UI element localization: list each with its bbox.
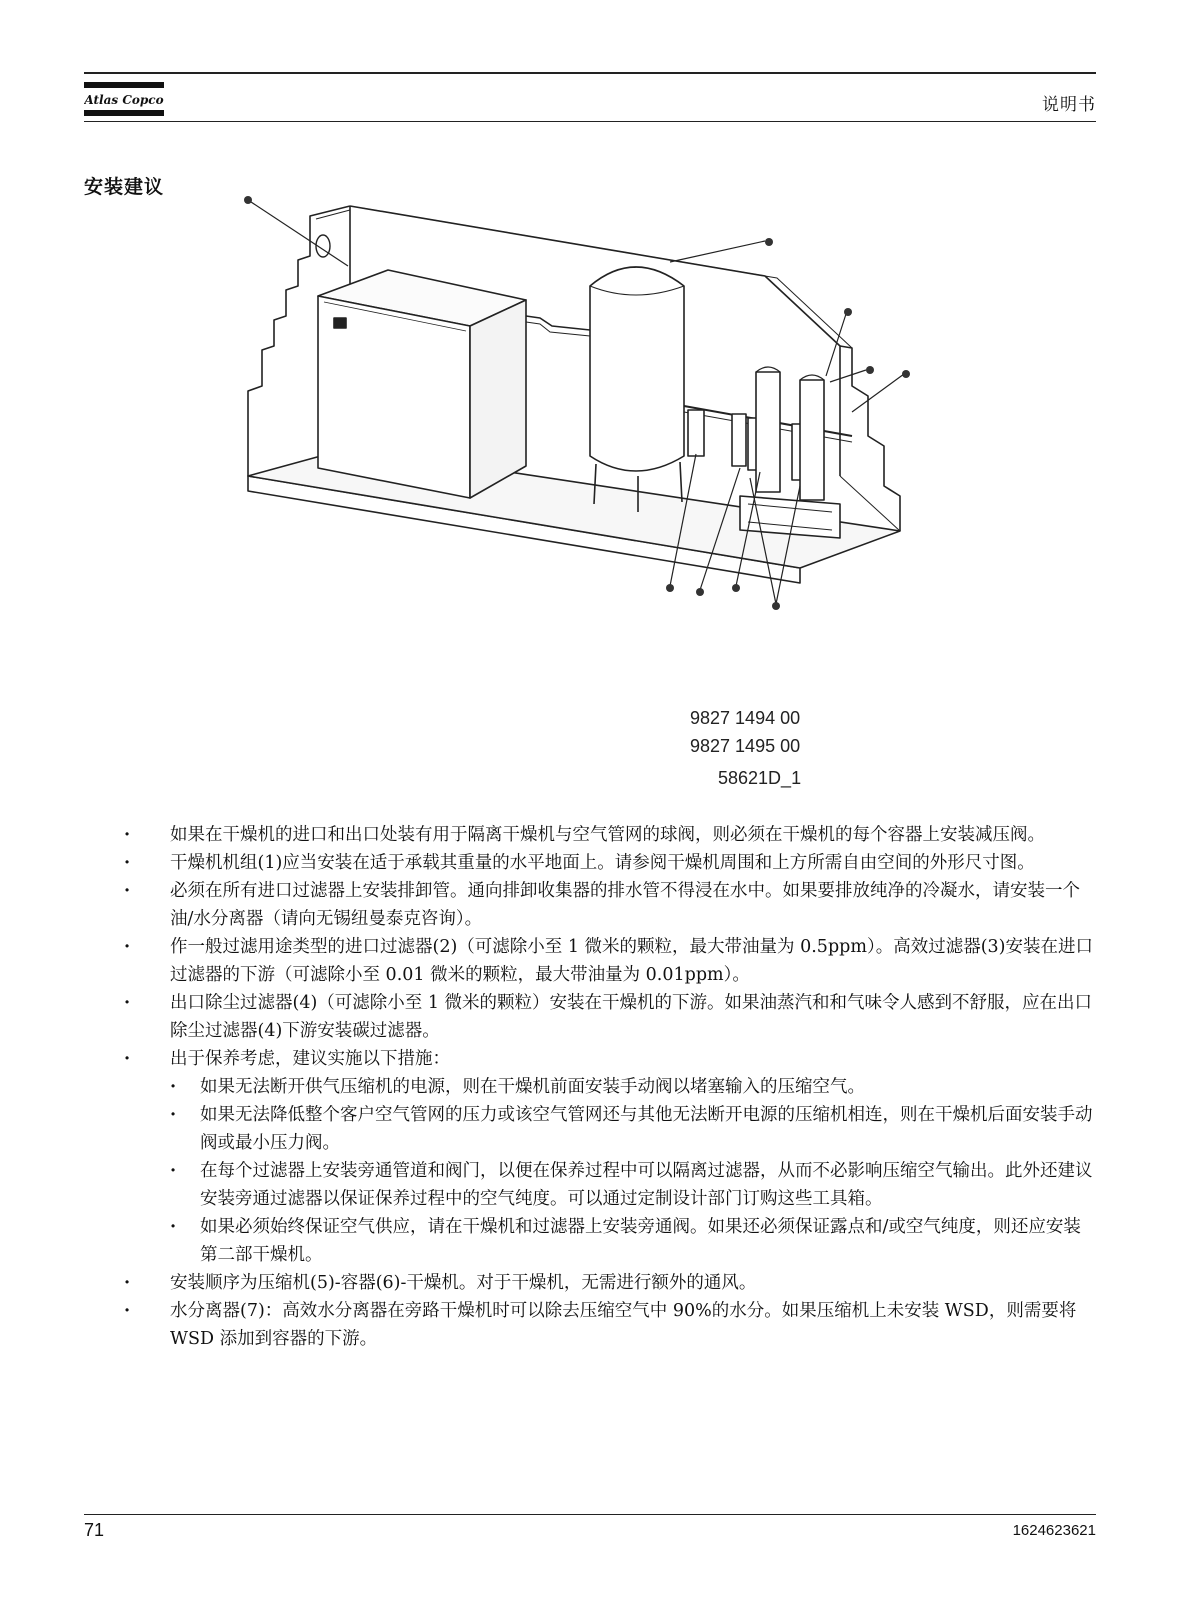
figure-ref-3: 58621D_1 — [718, 768, 802, 788]
sub-list-item: · 如果无法断开供气压缩机的电源，则在干燥机前面安装手动阀以堵塞输入的压缩空气。 — [124, 1073, 1096, 1101]
list-item: · 水分离器(7)：高效水分离器在旁路干燥机时可以除去压缩空气中 90%的水分。如果压缩机上未安装 WSD，则需要将 WSD 添加到容器的下游。 — [124, 1297, 1096, 1353]
installation-diagram — [240, 186, 930, 626]
list-item: · 如果在干燥机的进口和出口处装有用于隔离干燥机与空气管网的球阀，则必须在干燥机的每个容器上安装减压阀。 — [124, 821, 1096, 849]
figure-ref-1: 9827 1494 00 — [690, 708, 801, 728]
page-number: 71 — [84, 1520, 105, 1540]
logo-text: Atlas Copco — [84, 93, 164, 107]
list-item: · 干燥机机组(1)应当安装在适于承载其重量的水平地面上。请参阅干燥机周围和上方所需自由空间的外形尺寸图。 — [124, 849, 1096, 877]
installation-recommendations-list — [124, 821, 1096, 1353]
figure-ref-2: 9827 1495 00 — [690, 736, 801, 756]
header-top-rule — [84, 72, 1096, 74]
list-item: · 出口除尘过滤器(4)（可滤除小至 1 微米的颗粒）安装在干燥机的下游。如果油蒸汽和和气味令人感到不舒服，应在出口除尘过滤器(4)下游安装碳过滤器。 — [124, 989, 1096, 1045]
document-number: 1624623621 — [1012, 1522, 1096, 1539]
sub-list-item: · 在每个过滤器上安装旁通管道和阀门，以便在保养过程中可以隔离过滤器，从而不必影响压缩空气输出。此外还建议安装旁通过滤器以保证保养过程中的空气纯度。可以通过定制设计部门订购这些工具箱。 — [124, 1157, 1096, 1213]
sub-list-item: · 如果必须始终保证空气供应，请在干燥机和过滤器上安装旁通阀。如果还必须保证露点和/或空气纯度，则还应安装第二部干燥机。 — [124, 1213, 1096, 1269]
header-bottom-rule — [84, 121, 1096, 122]
sub-list-item: · 如果无法降低整个客户空气管网的压力或该空气管网还与其他无法断开电源的压缩机相连，则在干燥机后面安装手动阀或最小压力阀。 — [124, 1101, 1096, 1157]
list-item: · 出于保养考虑，建议实施以下措施： — [124, 1045, 1096, 1073]
list-item: · 作一般过滤用途类型的进口过滤器(2)（可滤除小至 1 微米的颗粒，最大带油量为 0.5ppm）。高效过滤器(3)安装在进口过滤器的下游（可滤除小至 0.01 微米的颗粒，最大带油量为 0.01ppm）。 — [124, 933, 1096, 989]
footer-rule — [84, 1514, 1096, 1515]
list-item: · 必须在所有进口过滤器上安装排卸管。通向排卸收集器的排水管不得浸在水中。如果要排放纯净的冷凝水，请安装一个油/水分离器（请向无锡纽曼泰克咨询）。 — [124, 877, 1096, 933]
list-item: · 安装顺序为压缩机(5)-容器(6)-干燥机。对于干燥机，无需进行额外的通风。 — [124, 1269, 1096, 1297]
manual-type-label: 说明书 — [1042, 95, 1096, 115]
section-title: 安装建议 — [84, 176, 165, 198]
atlas-copco-logo — [84, 79, 166, 119]
